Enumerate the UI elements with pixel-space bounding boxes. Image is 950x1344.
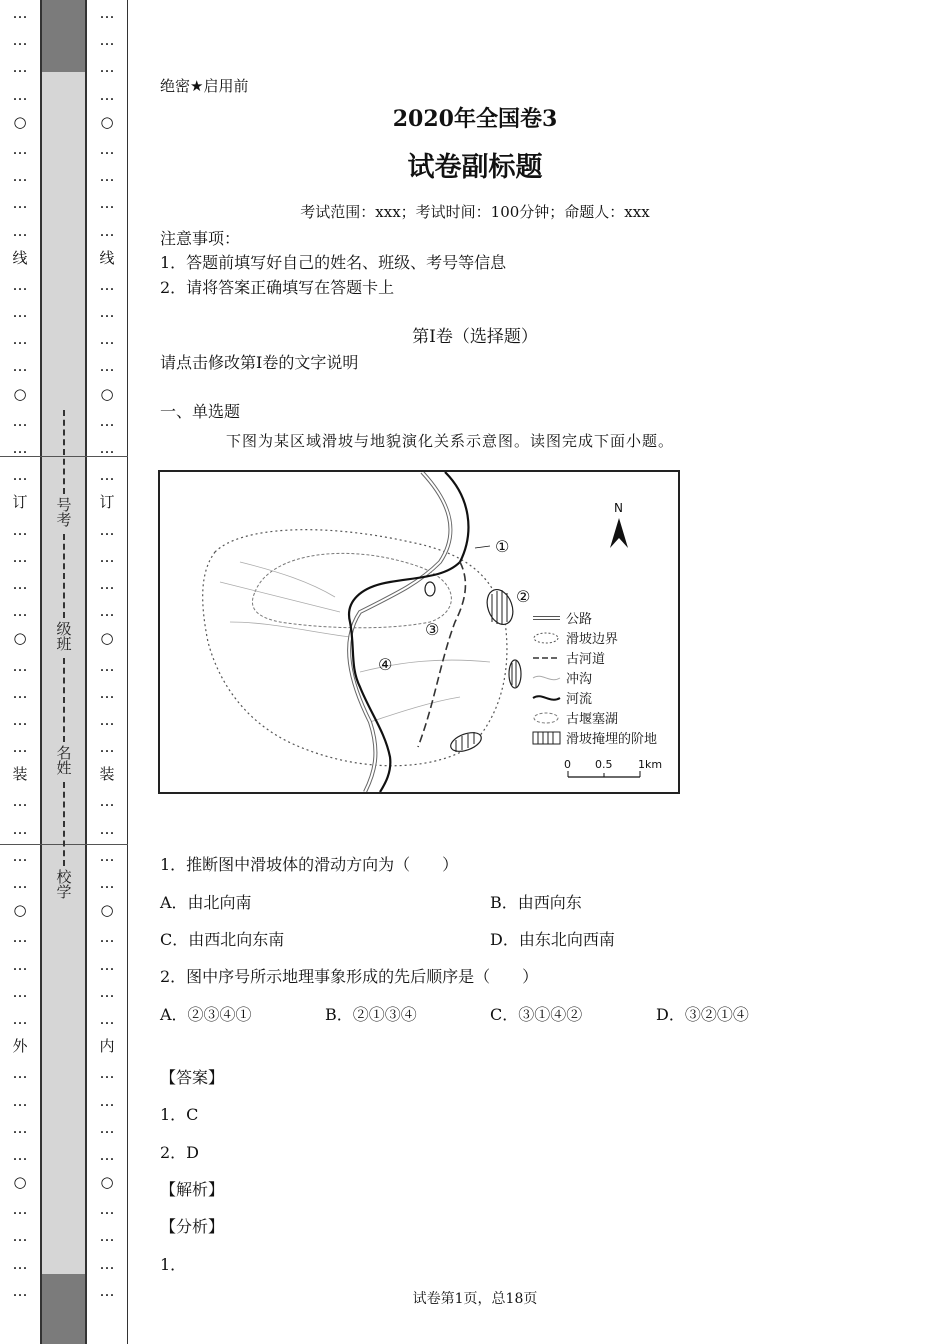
binding-mark: ○	[100, 112, 114, 131]
binding-mark: …	[12, 439, 28, 457]
buried-terrace	[509, 660, 521, 688]
binding-mark: …	[12, 602, 28, 621]
notice-heading: 注意事项：	[160, 229, 241, 248]
binding-mark: …	[12, 710, 28, 729]
binding-mark: …	[12, 357, 28, 376]
binding-mark: …	[12, 58, 28, 77]
binding-mark: …	[99, 275, 115, 294]
binding-mark: …	[12, 574, 28, 593]
exam-number-label: 号考	[56, 496, 72, 529]
answer-item: 2．D	[160, 1143, 200, 1162]
analysis-item: 1．	[160, 1255, 187, 1274]
svg-text:1km: 1km	[638, 758, 663, 771]
binding-mark: …	[12, 1254, 28, 1273]
binding-outer-marks	[0, 0, 40, 1344]
name-blank	[63, 658, 65, 742]
legend-item: 古河道	[566, 652, 606, 667]
question-2-option-a[interactable]: A．②③④①	[160, 1005, 252, 1024]
binding-mark: …	[12, 1145, 28, 1164]
exam-title: 2020年全国卷3	[392, 106, 558, 132]
legend-item: 古堰塞湖	[566, 712, 619, 727]
answer-item: 1．C	[160, 1105, 199, 1124]
binding-mark: …	[99, 574, 115, 593]
scale-bar	[564, 758, 662, 777]
binding-mark: ○	[13, 112, 27, 131]
binding-frame-left	[40, 0, 42, 1344]
binding-mark: 线	[99, 248, 115, 267]
binding-mark: …	[99, 982, 115, 1001]
binding-mark: …	[99, 602, 115, 621]
binding-mark: …	[12, 275, 28, 294]
binding-mark: …	[99, 330, 115, 349]
notice-item: 1．答题前填写好自己的姓名、班级、考号等信息	[160, 253, 507, 272]
binding-mark: 内	[99, 1037, 115, 1056]
binding-mark: …	[12, 520, 28, 539]
buried-terrace	[425, 582, 435, 596]
binding-mark: ○	[13, 1173, 27, 1192]
binding-mark: …	[99, 303, 115, 322]
binding-mark: …	[99, 955, 115, 974]
page-footer: 试卷第1页，总18页	[412, 1291, 538, 1307]
legend-item: 滑坡掩埋的阶地	[566, 732, 658, 747]
binding-mark: …	[12, 139, 28, 158]
svg-text:0: 0	[564, 758, 571, 771]
answer-heading: 【答案】	[160, 1068, 225, 1087]
class-blank	[63, 534, 65, 618]
binding-mark: …	[12, 466, 28, 485]
binding-mark: …	[99, 4, 115, 22]
binding-mark: …	[12, 846, 28, 865]
question-1-option-a[interactable]: A．由北向南	[160, 893, 252, 912]
binding-mark: …	[12, 656, 28, 675]
class-label: 级班	[56, 620, 72, 653]
legend-item: 冲沟	[566, 672, 593, 687]
binding-mark: …	[12, 1064, 28, 1083]
binding-mark: …	[99, 85, 115, 104]
binding-mark: …	[99, 846, 115, 865]
binding-mark: …	[99, 466, 115, 485]
question-1-stem: 1．推断图中滑坡体的滑动方向为（ ）	[160, 855, 459, 874]
gully	[220, 582, 340, 612]
binding-mark: ○	[13, 629, 27, 648]
part1-description: 请点击修改第I卷的文字说明	[160, 353, 359, 372]
binding-mark: …	[99, 710, 115, 729]
legend-item: 滑坡边界	[566, 632, 619, 647]
legend	[533, 612, 657, 747]
binding-mark: …	[99, 819, 115, 838]
binding-mark: …	[12, 819, 28, 838]
binding-mark: …	[99, 167, 115, 186]
binding-mark: …	[99, 738, 115, 757]
binding-mark: …	[99, 439, 115, 457]
binding-mark: …	[12, 1200, 28, 1219]
exam-subtitle: 试卷副标题	[407, 152, 543, 183]
binding-mark: …	[12, 792, 28, 811]
binding-mark: …	[12, 1118, 28, 1137]
binding-mark: …	[99, 928, 115, 947]
binding-mark: …	[99, 1281, 115, 1300]
binding-mark: …	[12, 738, 28, 757]
gully	[230, 622, 350, 637]
binding-band-bottom	[40, 1274, 86, 1344]
question-1-option-d[interactable]: D．由东北向西南	[490, 930, 615, 949]
binding-mark: …	[99, 547, 115, 566]
binding-mark: 装	[99, 765, 115, 784]
marker-1: ①	[495, 537, 510, 556]
gully	[370, 697, 460, 722]
binding-mark: …	[99, 1254, 115, 1273]
question-intro: 下图为某区域滑坡与地貌演化关系示意图。读图完成下面小题。	[226, 432, 675, 450]
binding-mark: …	[12, 955, 28, 974]
marker-4: ④	[378, 655, 393, 674]
binding-mark: …	[99, 139, 115, 158]
binding-mark: …	[99, 1227, 115, 1246]
part1-title: 第I卷（选择题）	[412, 327, 538, 347]
legend-item: 公路	[566, 612, 593, 627]
binding-mark: 装	[12, 765, 28, 784]
binding-mark: 订	[99, 493, 115, 512]
binding-mark: 订	[12, 493, 28, 512]
north-label: N	[614, 501, 623, 515]
binding-mark: …	[99, 1009, 115, 1028]
landslide-map-figure	[158, 470, 680, 794]
buried-terrace	[448, 729, 484, 755]
binding-mark: …	[12, 31, 28, 50]
binding-mark: …	[12, 1281, 28, 1300]
binding-mark: ○	[100, 384, 114, 403]
question-1-option-b[interactable]: B．由西向东	[490, 893, 582, 912]
binding-mark: 外	[12, 1037, 28, 1056]
landslide-map	[160, 472, 678, 792]
fenxi-heading: 【分析】	[160, 1217, 225, 1236]
north-arrow-icon	[610, 518, 628, 548]
binding-mark: …	[12, 982, 28, 1001]
binding-mark: …	[99, 221, 115, 240]
legend-item: 河流	[566, 692, 593, 707]
binding-mark: …	[99, 792, 115, 811]
question-2-option-d[interactable]: D．③②①④	[656, 1005, 749, 1024]
binding-mark: …	[99, 656, 115, 675]
binding-mark: …	[99, 58, 115, 77]
binding-mark: …	[99, 1200, 115, 1219]
binding-mark: …	[12, 683, 28, 702]
binding-mark: …	[12, 928, 28, 947]
gully	[240, 562, 335, 597]
exam-meta: 考试范围：xxx；考试时间：100分钟；命题人：xxx	[300, 203, 650, 221]
binding-mark: …	[99, 520, 115, 539]
binding-mark: …	[99, 1118, 115, 1137]
binding-mark: …	[12, 1091, 28, 1110]
binding-mark: …	[99, 874, 115, 892]
binding-mark: …	[12, 4, 28, 22]
section-heading: 一、单选题	[160, 402, 241, 421]
question-2-option-b[interactable]: B．②①③④	[325, 1005, 417, 1024]
question-2-stem: 2．图中序号所示地理事象形成的先后顺序是（ ）	[160, 967, 539, 986]
binding-mark: …	[12, 221, 28, 240]
question-1-option-c[interactable]: C．由西北向东南	[160, 930, 285, 949]
binding-mark: …	[99, 31, 115, 50]
binding-mark: …	[99, 1064, 115, 1083]
svg-text:0.5: 0.5	[595, 758, 613, 771]
exam-number-blank	[63, 410, 65, 494]
binding-inner-marks	[86, 0, 128, 1344]
binding-mark: …	[12, 85, 28, 104]
binding-mark: …	[12, 1009, 28, 1028]
binding-mark: …	[99, 1145, 115, 1164]
binding-mark: ○	[13, 901, 27, 920]
binding-mark: …	[99, 357, 115, 376]
binding-mark: …	[12, 303, 28, 322]
binding-mark: …	[12, 411, 28, 430]
binding-mark: …	[12, 330, 28, 349]
binding-mark: ○	[100, 1173, 114, 1192]
question-2-option-c[interactable]: C．③①④②	[490, 1005, 583, 1024]
binding-mark: …	[99, 411, 115, 430]
notice-item: 2．请将答案正确填写在答题卡上	[160, 278, 395, 297]
binding-mark: 线	[12, 248, 28, 267]
binding-mark: …	[12, 167, 28, 186]
student-info-fields	[54, 408, 74, 904]
marker-3: ③	[425, 620, 440, 639]
binding-mark: …	[12, 194, 28, 213]
analysis-heading: 【解析】	[160, 1180, 225, 1199]
binding-mark: ○	[100, 901, 114, 920]
marker-2: ②	[516, 587, 531, 606]
school-label: 校学	[56, 868, 72, 901]
school-blank	[63, 782, 65, 866]
binding-mark: …	[12, 1227, 28, 1246]
name-label: 名姓	[56, 744, 72, 777]
buried-terrace	[483, 586, 518, 628]
binding-mark: …	[99, 194, 115, 213]
binding-mark: …	[12, 874, 28, 892]
secret-mark: 绝密★启用前	[160, 77, 249, 95]
binding-mark: …	[12, 547, 28, 566]
ancient-dammed-lake	[252, 553, 451, 627]
binding-band-top	[40, 0, 86, 72]
binding-mark: …	[99, 683, 115, 702]
binding-mark: ○	[100, 629, 114, 648]
binding-mark: …	[99, 1091, 115, 1110]
binding-mark: ○	[13, 384, 27, 403]
